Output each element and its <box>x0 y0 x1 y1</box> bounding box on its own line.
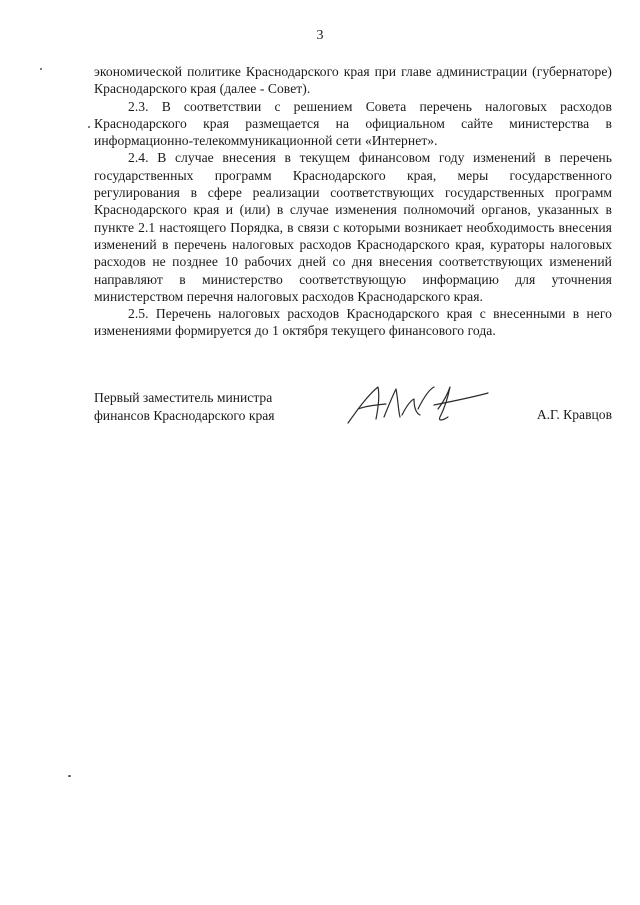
page-number: 3 <box>316 28 324 43</box>
paragraph-2-5: 2.5. Перечень налоговых расходов Краснодарского края с внесенными в него изменениями формируется до 1 октября текущего финансового года. <box>94 306 612 339</box>
scan-speck <box>88 126 90 128</box>
signatory-name: А.Г. Кравцов <box>536 407 612 422</box>
signatory-title-line-2: финансов Краснодарского края <box>94 407 275 423</box>
signature-block <box>94 389 612 429</box>
signatory-title <box>94 389 334 424</box>
paragraph-continuation: экономической политике Краснодарского края при главе администрации (губернаторе) Краснодарского края (далее - Совет). <box>94 64 612 97</box>
paragraph-2-4: 2.4. В случае внесения в текущем финансовом году изменений в перечень государственных программ Краснодарского края, меры государственного регулирования в сфере реализации соответствующих государственных программ Краснодарского края и (или) в случае изменения полномочий органов, указанных в пункте 2.1 настоящего Порядка, в связи с которыми возникает необходимость внесения изменений в перечень налоговых расходов Краснодарского края, кураторы налоговых расходов не позднее 10 рабочих дней со дня внесения соответствующих изменений направляют в министерство соответствующую информацию для уточнения министерством перечня налоговых расходов Краснодарского края. <box>94 150 612 304</box>
scan-speck <box>68 775 71 777</box>
handwritten-signature-icon <box>344 379 494 429</box>
body-text <box>94 63 612 340</box>
signatory-title-line-1: Первый заместитель министра <box>94 390 273 405</box>
paragraph-2-3: 2.3. В соответствии с решением Совета перечень налоговых расходов Краснодарского края размещается на официальном сайте министерства в информационно-телекоммуникационной сети «Интернет». <box>94 98 612 149</box>
scan-speck <box>40 68 42 70</box>
